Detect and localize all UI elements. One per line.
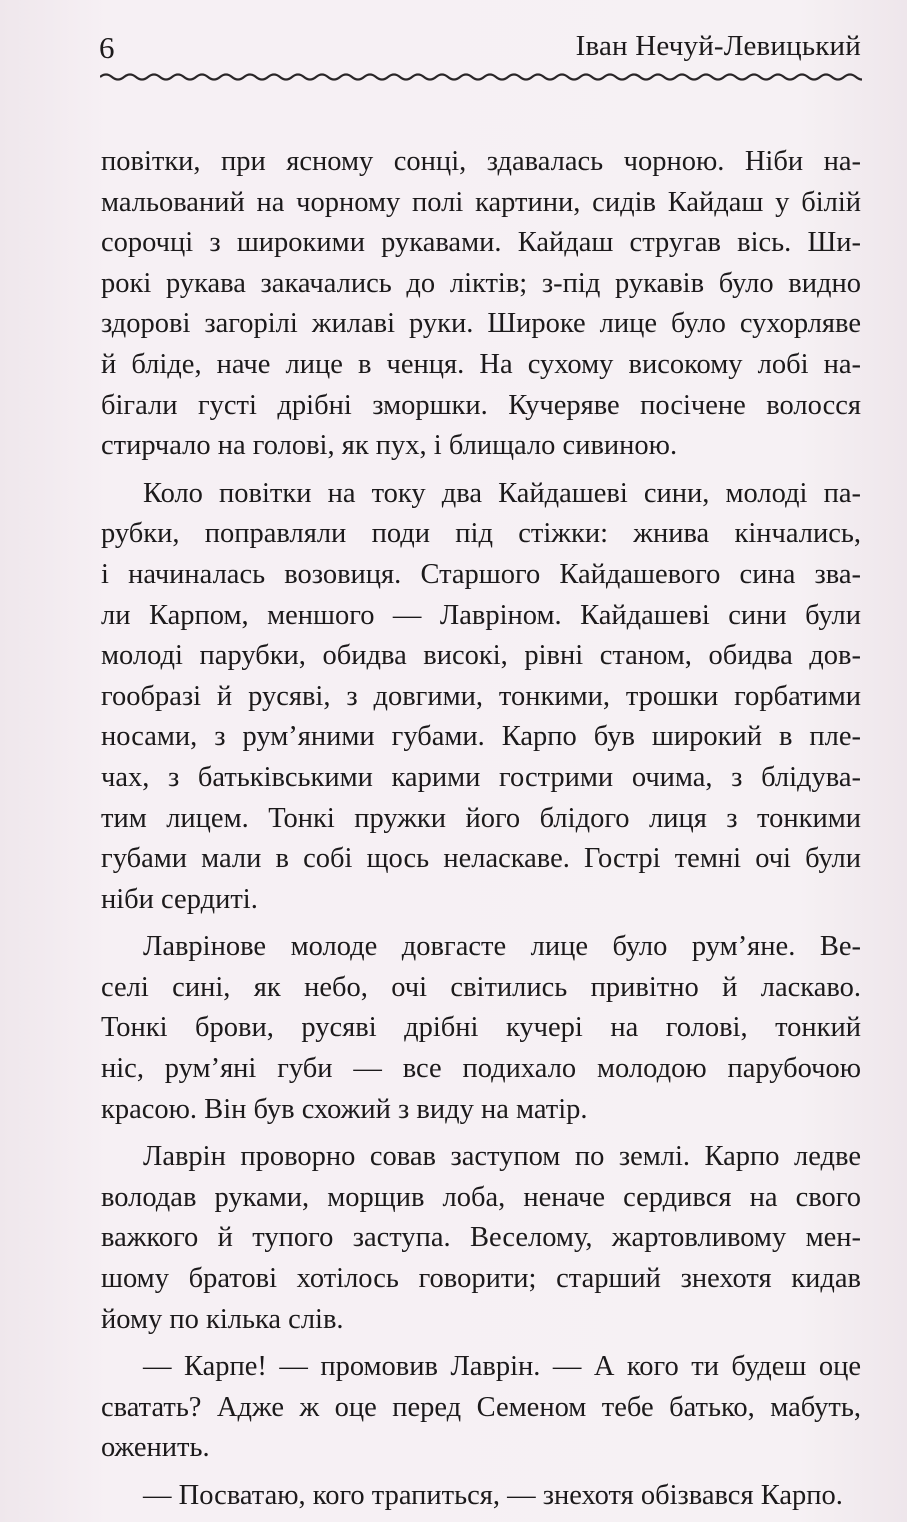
paragraph [101,1137,861,1340]
text-line: тим лицем. Тонкі пружки його блідого лиця з тонкими [101,802,861,834]
text-line: селі сині, як небо, очі світились привітно й ласкаво. [101,971,861,1003]
text-line: шому братові хотілось говорити; старший знехотя кидав [101,1263,861,1295]
text-line: рубки, поправляли поди під стіжки: жнива кінчались, [101,518,861,550]
text-line: Лаврінове молоде довгасте лице було рум’яне. Ве- [143,931,861,963]
paragraph [101,1347,861,1469]
text-line: сватать? Адже ж оце перед Семеном тебе батько, мабуть, [101,1391,861,1423]
paragraph [101,142,861,467]
text-line: чах, з батьківськими карими гострими очима, з блідува- [101,761,861,793]
text-line: носами, з рум’яними губами. Карпо був широкий в пле- [101,721,861,753]
text-line: ніби сердиті. [101,883,258,915]
text-line: володав руками, морщив лоба, неначе сердився на свого [101,1181,861,1213]
text-line: ли Карпом, меншого — Лавріном. Кайдашеві сини були [101,599,861,631]
text-line: стирчало на голові, як пух, і блищало сивиною. [101,430,678,462]
text-line: важкого й тупого заступа. Веселому, жартовливому мен- [101,1222,861,1254]
text-line: — Посватаю, кого трапиться, — знехотя обізвався Карпо. [143,1480,843,1511]
text-line: губами мали в собі щось неласкаве. Гострі темні очі були [101,843,861,875]
text-line: йому по кілька слів. [101,1303,344,1335]
text-line: Тонкі брови, русяві дрібні кучері на голові, тонкий [101,1012,861,1044]
text-body [101,142,861,1517]
text-line: красою. Він був схожий з виду на матір. [101,1093,588,1125]
page-number: 6 [99,30,115,65]
text-line: й бліде, наче лице в ченця. На сухому високому лобі на- [101,348,861,380]
paragraph [101,474,861,921]
running-title: Іван Нечуй-Левицький [575,30,861,62]
text-line: бігали густі дрібні зморшки. Кучеряве посічене волосся [101,389,861,421]
text-line: здорові загорілі жилаві руки. Широке лице було сухорляве [101,308,861,340]
text-line: і начиналась возовиця. Старшого Кайдашевого сина зва- [101,558,861,590]
text-line: ніс, рум’яні губи — все подихало молодою парубочою [101,1053,861,1085]
wavy-divider [100,66,862,88]
text-line: мальований на чорному полі картини, сидів Кайдаш у білій [101,186,861,218]
text-line: — Карпе! — промовив Лаврін. — А кого ти будеш оце [143,1351,861,1383]
text-line: гообразі й русяві, з довгими, тонкими, трошки горбатими [101,680,861,712]
paragraph [101,1476,861,1517]
text-line: повітки, при ясному сонці, здавалась чорною. Ніби на- [101,146,861,177]
paragraph [101,927,861,1130]
text-line: рокі рукава закачались до ліктів; з-під рукавів було видно [101,267,861,299]
text-line: оженить. [101,1432,210,1464]
text-line: сорочці з широкими рукавами. Кайдаш стругав вісь. Ши- [101,227,861,259]
text-line: молоді парубки, обидва високі, рівні станом, обидва дов- [101,640,861,672]
text-line: Лаврін проворно совав заступом по землі. Карпо ледве [143,1141,861,1173]
text-line: Коло повітки на току два Кайдашеві сини, молоді па- [143,477,861,509]
